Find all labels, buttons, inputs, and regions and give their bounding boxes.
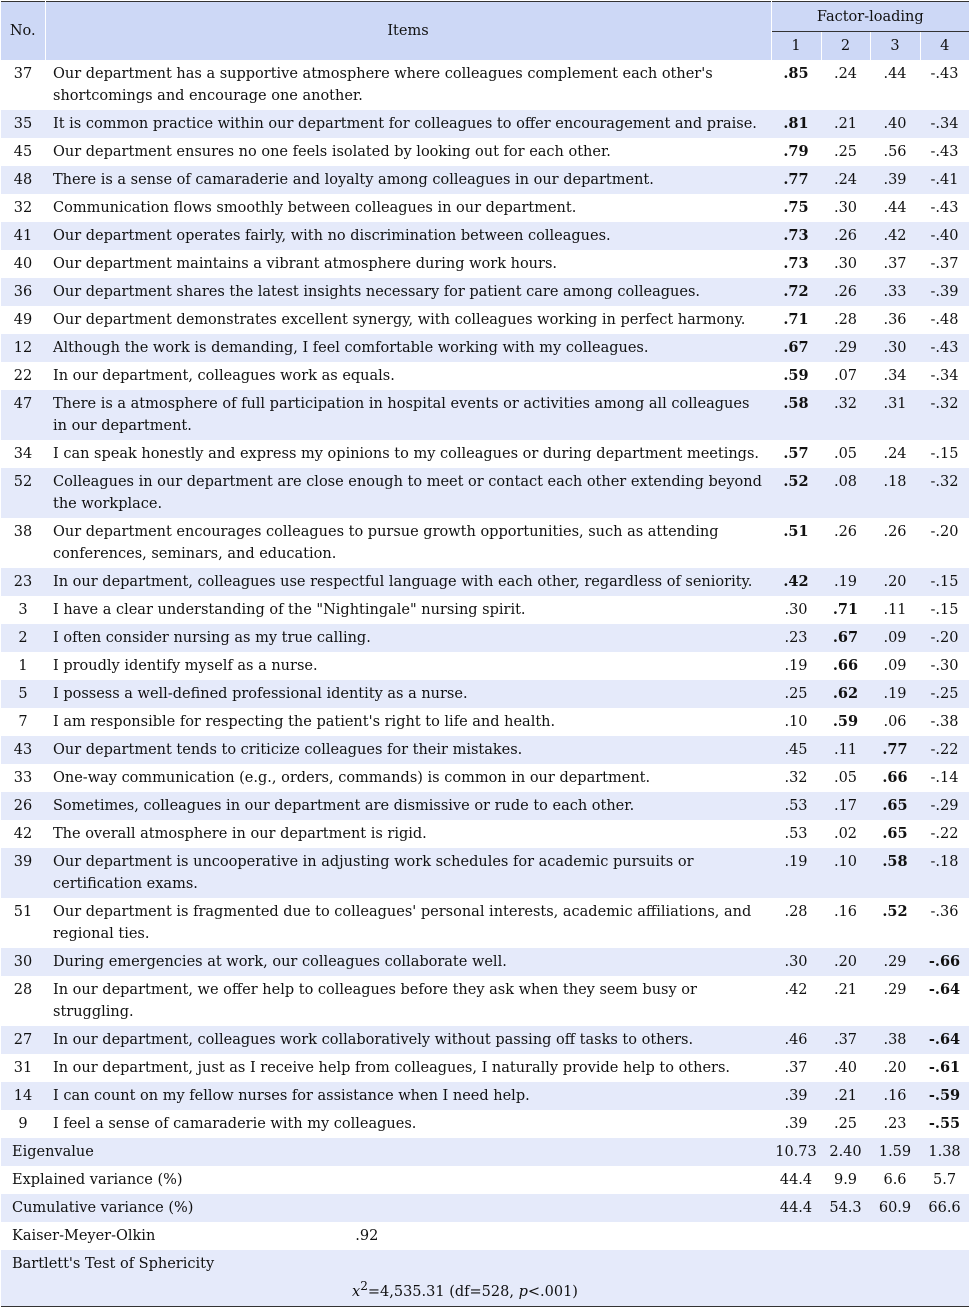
factor-3-loading: .38 bbox=[870, 1026, 920, 1054]
factor-4-loading: -.38 bbox=[930, 714, 959, 730]
table-body bbox=[1, 60, 969, 1306]
item-text: In our department, colleagues work as equals. bbox=[53, 368, 395, 384]
factor-4-loading bbox=[920, 1082, 969, 1110]
primary-loading: -.64 bbox=[928, 1031, 961, 1048]
factor-4-loading bbox=[920, 976, 969, 1026]
item-number: 39 bbox=[1, 848, 45, 898]
kmo-value: .92 bbox=[355, 1228, 379, 1244]
stat-row-eigenvalue bbox=[1, 1138, 969, 1166]
factor-2-loading: .30 bbox=[833, 200, 858, 216]
primary-loading: .77 bbox=[783, 171, 809, 188]
factor-4-loading: -.25 bbox=[920, 680, 969, 708]
stat-label: Explained variance (%) bbox=[12, 1172, 183, 1188]
table-row bbox=[1, 1082, 969, 1110]
stat-value: 1.38 bbox=[920, 1138, 969, 1166]
factor-2-loading: .30 bbox=[833, 256, 858, 272]
factor-2-loading: .37 bbox=[821, 1026, 870, 1054]
factor-2-loading bbox=[821, 708, 870, 736]
item-number: 14 bbox=[1, 1082, 45, 1110]
factor-4-loading bbox=[920, 1110, 969, 1138]
factor-3-loading: .56 bbox=[883, 144, 907, 160]
item-text: Sometimes, colleagues in our department are dismissive or rude to each other. bbox=[45, 792, 771, 820]
factor-1-loading: .53 bbox=[771, 792, 821, 820]
primary-loading: .67 bbox=[832, 629, 859, 646]
item-text: I have a clear understanding of the "Nightingale" nursing spirit. bbox=[53, 602, 526, 618]
factor-2-loading: .20 bbox=[821, 948, 870, 976]
factor-3-loading: .11 bbox=[883, 602, 907, 618]
factor-3-loading: .20 bbox=[870, 568, 920, 596]
factor-1-loading bbox=[771, 468, 821, 518]
item-number: 38 bbox=[13, 524, 33, 540]
stat-value: 10.73 bbox=[771, 1138, 821, 1166]
factor-2-loading: .02 bbox=[833, 826, 858, 842]
factor-2-loading: .26 bbox=[833, 524, 858, 540]
factor-2-loading: .17 bbox=[821, 792, 870, 820]
item-text: Our department ensures no one feels isolated by looking out for each other. bbox=[53, 144, 611, 160]
table-row bbox=[1, 708, 969, 736]
factor-3-loading: .31 bbox=[870, 390, 920, 440]
table-row bbox=[1, 138, 969, 166]
primary-loading: .85 bbox=[783, 65, 809, 82]
header-no: No. bbox=[1, 2, 45, 61]
item-text: The overall atmosphere in our department is rigid. bbox=[53, 826, 427, 842]
primary-loading: -.55 bbox=[928, 1115, 961, 1132]
factor-3-loading: .24 bbox=[883, 446, 907, 462]
factor-3-loading: .34 bbox=[883, 368, 907, 384]
table-row bbox=[1, 390, 969, 440]
table-row bbox=[1, 166, 969, 194]
factor-1-loading: .19 bbox=[771, 848, 821, 898]
factor-2-loading: .21 bbox=[821, 110, 870, 138]
primary-loading: .62 bbox=[832, 685, 859, 702]
factor-4-loading: -.48 bbox=[930, 312, 959, 328]
factor-2-loading: .28 bbox=[833, 312, 858, 328]
bartlett-value: $x^2=4,535.31$ (df=528, p<.001) bbox=[352, 1279, 578, 1300]
stat-label bbox=[1, 1222, 771, 1250]
item-text: It is common practice within our department for colleagues to offer encouragement and praise. bbox=[45, 110, 771, 138]
factor-3-loading: .06 bbox=[883, 714, 907, 730]
header-factor-1: 1 bbox=[771, 32, 821, 61]
table-row bbox=[1, 440, 969, 468]
factor-3-loading: .36 bbox=[883, 312, 907, 328]
table-row bbox=[1, 948, 969, 976]
item-text: Our department has a supportive atmosphere where colleagues complement each other's shortcomings and encourage one another. bbox=[53, 66, 713, 104]
item-number: 41 bbox=[1, 222, 45, 250]
item-number: 9 bbox=[18, 1116, 28, 1132]
factor-2-loading: .16 bbox=[833, 904, 858, 920]
item-text: I can count on my fellow nurses for assistance when I need help. bbox=[45, 1082, 771, 1110]
item-number: 37 bbox=[13, 66, 33, 82]
factor-3-loading: .18 bbox=[870, 468, 920, 518]
stat-row-bartlett bbox=[1, 1250, 969, 1306]
factor-3-loading bbox=[870, 820, 920, 848]
primary-loading: .71 bbox=[783, 311, 809, 328]
item-number: 35 bbox=[1, 110, 45, 138]
item-number: 23 bbox=[1, 568, 45, 596]
table-row bbox=[1, 596, 969, 624]
stat-row-explained-variance bbox=[1, 1166, 969, 1194]
item-number: 49 bbox=[13, 312, 33, 328]
bartlett-label: Bartlett's Test of Sphericity bbox=[12, 1256, 215, 1272]
item-number: 5 bbox=[1, 680, 45, 708]
item-number: 33 bbox=[13, 770, 33, 786]
stat-value: 5.7 bbox=[932, 1172, 957, 1188]
factor-3-loading bbox=[870, 764, 920, 792]
primary-loading: .66 bbox=[832, 657, 859, 674]
table-row bbox=[1, 1110, 969, 1138]
factor-2-loading: .08 bbox=[821, 468, 870, 518]
stat-value: 54.3 bbox=[821, 1194, 870, 1222]
stat-value: 6.6 bbox=[883, 1172, 907, 1188]
factor-1-loading bbox=[771, 166, 821, 194]
factor-3-loading: .23 bbox=[883, 1116, 907, 1132]
factor-4-loading bbox=[920, 1054, 969, 1082]
item-number: 30 bbox=[1, 948, 45, 976]
table-row bbox=[1, 518, 969, 568]
factor-loading-table bbox=[1, 1, 969, 1307]
factor-1-loading: .23 bbox=[771, 624, 821, 652]
primary-loading: .81 bbox=[783, 115, 809, 132]
item-number: 22 bbox=[13, 368, 33, 384]
primary-loading: .73 bbox=[783, 227, 809, 244]
factor-1-loading: .19 bbox=[784, 658, 808, 674]
factor-2-loading: .32 bbox=[821, 390, 870, 440]
table-row bbox=[1, 110, 969, 138]
item-text: Colleagues in our department are close enough to meet or contact each other extending beyond the workplace. bbox=[45, 468, 771, 518]
table-row bbox=[1, 60, 969, 110]
primary-loading: .58 bbox=[783, 395, 809, 412]
factor-1-loading bbox=[771, 390, 821, 440]
item-number: 47 bbox=[1, 390, 45, 440]
primary-loading: -.66 bbox=[928, 953, 961, 970]
factor-2-loading bbox=[821, 652, 870, 680]
primary-loading: .66 bbox=[882, 769, 908, 786]
item-text: I often consider nursing as my true calling. bbox=[45, 624, 771, 652]
factor-4-loading: -.18 bbox=[920, 848, 969, 898]
factor-1-loading bbox=[771, 194, 821, 222]
factor-2-loading: .21 bbox=[833, 982, 858, 998]
factor-1-loading: .37 bbox=[784, 1060, 808, 1076]
table-row bbox=[1, 468, 969, 518]
factor-2-loading: .07 bbox=[833, 368, 858, 384]
table-row bbox=[1, 680, 969, 708]
stat-label: Cumulative variance (%) bbox=[1, 1194, 771, 1222]
factor-2-loading bbox=[821, 596, 870, 624]
factor-1-loading: .32 bbox=[784, 770, 808, 786]
primary-loading: .77 bbox=[882, 741, 908, 758]
item-number: 26 bbox=[1, 792, 45, 820]
primary-loading: .72 bbox=[783, 283, 809, 300]
table-row bbox=[1, 652, 969, 680]
header-factor-3: 3 bbox=[870, 32, 920, 61]
primary-loading: -.59 bbox=[928, 1087, 961, 1104]
factor-3-loading bbox=[870, 792, 920, 820]
factor-4-loading: -.43 bbox=[930, 66, 959, 82]
item-number: 48 bbox=[1, 166, 45, 194]
factor-4-loading: -.40 bbox=[920, 222, 969, 250]
factor-1-loading bbox=[771, 138, 821, 166]
item-text: In our department, colleagues work collaboratively without passing off tasks to others. bbox=[45, 1026, 771, 1054]
item-number: 27 bbox=[1, 1026, 45, 1054]
factor-2-loading: .11 bbox=[821, 736, 870, 764]
factor-1-loading: .28 bbox=[784, 904, 808, 920]
table-row bbox=[1, 848, 969, 898]
factor-4-loading: -.43 bbox=[920, 334, 969, 362]
factor-1-loading: .53 bbox=[784, 826, 808, 842]
table-row bbox=[1, 764, 969, 792]
factor-3-loading: .29 bbox=[870, 948, 920, 976]
item-text: One-way communication (e.g., orders, commands) is common in our department. bbox=[53, 770, 651, 786]
table-row bbox=[1, 820, 969, 848]
stat-row-cumulative-variance bbox=[1, 1194, 969, 1222]
primary-loading: .59 bbox=[783, 367, 809, 384]
primary-loading: .67 bbox=[783, 339, 809, 356]
item-text: There is a sense of camaraderie and loyalty among colleagues in our department. bbox=[45, 166, 771, 194]
factor-4-loading: -.30 bbox=[930, 658, 959, 674]
factor-2-loading: .26 bbox=[821, 222, 870, 250]
item-number: 12 bbox=[1, 334, 45, 362]
stat-label: Eigenvalue bbox=[1, 1138, 771, 1166]
factor-4-loading: -.20 bbox=[920, 624, 969, 652]
factor-4-loading: -.15 bbox=[930, 602, 959, 618]
factor-3-loading: .20 bbox=[883, 1060, 907, 1076]
header-factor-4: 4 bbox=[920, 32, 969, 61]
factor-4-loading bbox=[920, 1026, 969, 1054]
factor-3-loading: .39 bbox=[870, 166, 920, 194]
factor-2-loading: .05 bbox=[833, 770, 858, 786]
primary-loading: .71 bbox=[832, 601, 859, 618]
item-text: Communication flows smoothly between colleagues in our department. bbox=[53, 200, 577, 216]
factor-3-loading: .29 bbox=[883, 982, 907, 998]
item-number: 1 bbox=[18, 658, 28, 674]
table-row bbox=[1, 362, 969, 390]
factor-4-loading: -.32 bbox=[920, 390, 969, 440]
factor-3-loading: .09 bbox=[883, 658, 907, 674]
primary-loading: .59 bbox=[832, 713, 859, 730]
factor-2-loading: .26 bbox=[821, 278, 870, 306]
stat-value: 44.4 bbox=[771, 1194, 821, 1222]
item-number: 28 bbox=[13, 982, 33, 998]
item-number: 45 bbox=[13, 144, 33, 160]
table-row bbox=[1, 334, 969, 362]
primary-loading: .73 bbox=[783, 255, 809, 272]
factor-1-loading: .25 bbox=[771, 680, 821, 708]
factor-3-loading bbox=[870, 736, 920, 764]
item-text: Our department shares the latest insights necessary for patient care among colleagues. bbox=[45, 278, 771, 306]
factor-1-loading: .42 bbox=[784, 982, 808, 998]
stat-label bbox=[1, 1250, 771, 1306]
factor-1-loading: .30 bbox=[784, 602, 808, 618]
factor-1-loading bbox=[771, 334, 821, 362]
factor-3-loading bbox=[870, 898, 920, 948]
item-text: I feel a sense of camaraderie with my colleagues. bbox=[53, 1116, 417, 1132]
factor-2-loading bbox=[821, 680, 870, 708]
factor-4-loading: -.39 bbox=[920, 278, 969, 306]
factor-1-loading bbox=[771, 110, 821, 138]
item-number: 40 bbox=[13, 256, 33, 272]
factor-3-loading: .44 bbox=[883, 66, 907, 82]
factor-3-loading: .37 bbox=[883, 256, 907, 272]
item-text: Our department operates fairly, with no discrimination between colleagues. bbox=[45, 222, 771, 250]
stat-value: 2.40 bbox=[821, 1138, 870, 1166]
factor-2-loading bbox=[821, 624, 870, 652]
item-text: I can speak honestly and express my opinions to my colleagues or during department meetings. bbox=[53, 446, 760, 462]
header-factor-2: 2 bbox=[821, 32, 870, 61]
primary-loading: .65 bbox=[882, 797, 908, 814]
item-number: 52 bbox=[1, 468, 45, 518]
factor-4-loading: -.36 bbox=[930, 904, 959, 920]
factor-1-loading bbox=[771, 362, 821, 390]
primary-loading: .51 bbox=[783, 523, 809, 540]
factor-4-loading: -.34 bbox=[920, 110, 969, 138]
item-number: 51 bbox=[13, 904, 33, 920]
item-text: In our department, just as I receive help from colleagues, I naturally provide help to others. bbox=[53, 1060, 731, 1076]
item-text: During emergencies at work, our colleagues collaborate well. bbox=[45, 948, 771, 976]
primary-loading: .58 bbox=[882, 853, 908, 870]
primary-loading: .42 bbox=[783, 573, 809, 590]
stat-value: 44.4 bbox=[779, 1172, 813, 1188]
table-row bbox=[1, 306, 969, 334]
stat-row-kmo bbox=[1, 1222, 969, 1250]
factor-2-loading: .10 bbox=[821, 848, 870, 898]
factor-2-loading: .19 bbox=[821, 568, 870, 596]
table-row bbox=[1, 1026, 969, 1054]
factor-4-loading: -.14 bbox=[930, 770, 959, 786]
item-number: 2 bbox=[1, 624, 45, 652]
factor-4-loading: -.15 bbox=[920, 568, 969, 596]
item-text: Our department demonstrates excellent synergy, with colleagues working in perfect harmony. bbox=[53, 312, 746, 328]
table-row bbox=[1, 624, 969, 652]
factor-4-loading: -.43 bbox=[930, 144, 959, 160]
stat-value: 1.59 bbox=[870, 1138, 920, 1166]
item-number: 7 bbox=[18, 714, 28, 730]
factor-3-loading: .33 bbox=[870, 278, 920, 306]
factor-2-loading: .05 bbox=[833, 446, 858, 462]
table-row bbox=[1, 222, 969, 250]
factor-1-loading: .39 bbox=[784, 1116, 808, 1132]
table-row bbox=[1, 976, 969, 1026]
factor-3-loading: .09 bbox=[870, 624, 920, 652]
primary-loading: .57 bbox=[783, 445, 809, 462]
factor-3-loading: .44 bbox=[883, 200, 907, 216]
table-row bbox=[1, 278, 969, 306]
factor-1-loading bbox=[771, 250, 821, 278]
factor-4-loading: -.22 bbox=[930, 826, 959, 842]
table-row bbox=[1, 898, 969, 948]
stat-value: 66.6 bbox=[920, 1194, 969, 1222]
item-number: 43 bbox=[1, 736, 45, 764]
table-row bbox=[1, 1054, 969, 1082]
stat-value: 60.9 bbox=[870, 1194, 920, 1222]
primary-loading: -.61 bbox=[928, 1059, 961, 1076]
header-factor-loading: Factor-loading bbox=[771, 2, 969, 32]
factor-3-loading bbox=[870, 848, 920, 898]
item-number: 36 bbox=[1, 278, 45, 306]
primary-loading: .52 bbox=[783, 473, 809, 490]
item-text: Our department tends to criticize colleagues for their mistakes. bbox=[45, 736, 771, 764]
item-text: Our department maintains a vibrant atmosphere during work hours. bbox=[53, 256, 557, 272]
item-number: 31 bbox=[13, 1060, 33, 1076]
factor-4-loading: -.41 bbox=[920, 166, 969, 194]
factor-3-loading: .26 bbox=[883, 524, 907, 540]
primary-loading: .52 bbox=[882, 903, 908, 920]
factor-2-loading: .25 bbox=[833, 144, 858, 160]
factor-4-loading: -.34 bbox=[930, 368, 959, 384]
factor-4-loading: -.20 bbox=[930, 524, 959, 540]
item-number: 32 bbox=[13, 200, 33, 216]
factor-4-loading: -.29 bbox=[920, 792, 969, 820]
factor-1-loading bbox=[771, 518, 821, 568]
factor-3-loading: .30 bbox=[870, 334, 920, 362]
factor-1-loading: .39 bbox=[771, 1082, 821, 1110]
item-text: In our department, we offer help to colleagues before they ask when they seem busy or struggling. bbox=[53, 982, 697, 1020]
factor-2-loading: .24 bbox=[821, 166, 870, 194]
item-number: 34 bbox=[13, 446, 33, 462]
factor-3-loading: .42 bbox=[870, 222, 920, 250]
factor-4-loading: -.32 bbox=[920, 468, 969, 518]
header-items: Items bbox=[45, 2, 771, 61]
factor-3-loading: .40 bbox=[870, 110, 920, 138]
primary-loading: .79 bbox=[783, 143, 809, 160]
factor-4-loading: -.37 bbox=[930, 256, 959, 272]
primary-loading: -.64 bbox=[928, 981, 961, 998]
primary-loading: .75 bbox=[783, 199, 809, 216]
factor-2-loading: .40 bbox=[833, 1060, 858, 1076]
factor-1-loading bbox=[771, 568, 821, 596]
item-number: 3 bbox=[18, 602, 28, 618]
item-text: I possess a well-defined professional identity as a nurse. bbox=[45, 680, 771, 708]
factor-4-loading bbox=[920, 948, 969, 976]
factor-1-loading: .30 bbox=[771, 948, 821, 976]
item-text: There is a atmosphere of full participation in hospital events or activities among all colleagues in our department. bbox=[45, 390, 771, 440]
kmo-label: Kaiser-Meyer-Olkin bbox=[12, 1228, 156, 1244]
table-row bbox=[1, 792, 969, 820]
factor-1-loading: .45 bbox=[771, 736, 821, 764]
factor-2-loading: .21 bbox=[821, 1082, 870, 1110]
table-row bbox=[1, 568, 969, 596]
primary-loading: .65 bbox=[882, 825, 908, 842]
item-text: Our department encourages colleagues to pursue growth opportunities, such as attending conferences, seminars, and education. bbox=[53, 524, 719, 562]
item-text: I proudly identify myself as a nurse. bbox=[53, 658, 318, 674]
table-row bbox=[1, 250, 969, 278]
factor-1-loading bbox=[771, 440, 821, 468]
factor-1-loading: .10 bbox=[784, 714, 808, 730]
table-row bbox=[1, 194, 969, 222]
factor-2-loading: .29 bbox=[821, 334, 870, 362]
table-row bbox=[1, 736, 969, 764]
factor-4-loading: -.22 bbox=[920, 736, 969, 764]
item-text: In our department, colleagues use respectful language with each other, regardless of seniority. bbox=[45, 568, 771, 596]
item-number: 42 bbox=[13, 826, 33, 842]
factor-1-loading bbox=[771, 306, 821, 334]
item-text: Our department is uncooperative in adjusting work schedules for academic pursuits or certification exams. bbox=[45, 848, 771, 898]
factor-1-loading bbox=[771, 60, 821, 110]
item-text: Our department is fragmented due to colleagues' personal interests, academic affiliations, and regional ties. bbox=[53, 904, 752, 942]
factor-4-loading: -.15 bbox=[930, 446, 959, 462]
factor-3-loading: .19 bbox=[870, 680, 920, 708]
factor-3-loading: .16 bbox=[870, 1082, 920, 1110]
factor-1-loading bbox=[771, 278, 821, 306]
item-text: Although the work is demanding, I feel comfortable working with my colleagues. bbox=[45, 334, 771, 362]
factor-1-loading: .46 bbox=[771, 1026, 821, 1054]
stat-value: 9.9 bbox=[833, 1172, 858, 1188]
factor-2-loading: .25 bbox=[833, 1116, 858, 1132]
factor-2-loading: .24 bbox=[833, 66, 858, 82]
item-text: I am responsible for respecting the patient's right to life and health. bbox=[53, 714, 556, 730]
factor-4-loading: -.43 bbox=[930, 200, 959, 216]
factor-1-loading bbox=[771, 222, 821, 250]
